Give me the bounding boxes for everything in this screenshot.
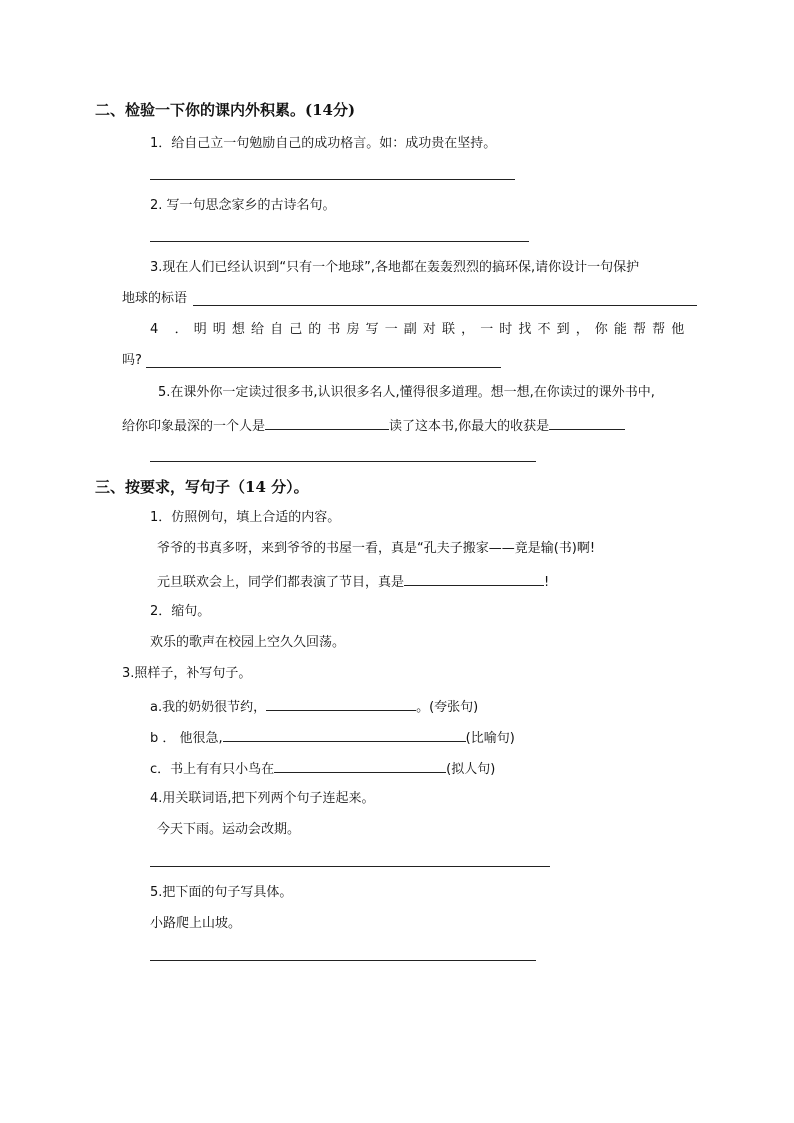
s2-q3-answer-line[interactable] [193,305,697,306]
s2-q1-answer-line[interactable] [150,179,515,180]
s3-question-3: 3.照样子，补写句子。 [122,666,252,681]
s3-q3b-type: (比喻句) [465,731,515,746]
s3-q3c-blank[interactable] [274,758,446,773]
s2-q5-person-blank[interactable] [265,415,389,430]
s2-question-2: 2. 写一句思念家乡的古诗名句。 [150,198,336,213]
s2-q5-gain-blank[interactable] [549,415,625,430]
s2-q5-answer-line[interactable] [150,461,536,462]
section-3-heading: 三、按要求，写句子（14 分）。 [95,478,309,496]
s3-q2-sentence: 欢乐的歌声在校园上空久久回荡。 [150,635,346,650]
s2-q5-prompt-b: 读了这本书,你最大的收获是 [389,419,550,434]
s3-question-1: 1．仿照例句，填上合适的内容。 [150,510,341,525]
s3-q3b [150,727,515,748]
s3-q1-task [157,571,549,592]
s3-q1-task-text: 元旦联欢会上，同学们都表演了节目，真是 [157,575,405,590]
s2-question-3-line1: 3.现在人们已经认识到“只有一个地球”,各地都在轰轰烈烈的搞环保,请你设计一句保护 [150,260,640,275]
s2-q5-prompt-a: 给你印象最深的一个人是 [122,419,266,434]
s3-q4-answer-line[interactable] [150,866,550,867]
s3-q3b-blank[interactable] [223,727,466,742]
s3-question-2: 2．缩句。 [150,604,211,619]
s3-question-4: 4.用关联词语,把下列两个句子连起来。 [150,791,375,806]
s3-q3a-text: a.我的奶奶很节约， [150,700,267,715]
s3-q3c-type: (拟人句) [446,762,496,777]
s2-q2-answer-line[interactable] [150,241,529,242]
s3-q1-blank[interactable] [404,571,544,586]
s3-q1-example: 爷爷的书真多呀，来到爷爷的书屋一看，真是“孔夫子搬家——竟是输(书)啊! [157,541,596,556]
s3-question-5: 5.把下面的句子写具体。 [150,885,293,900]
s2-question-4-line2: 吗? [122,353,142,368]
s3-q3c [150,758,495,779]
s3-q3a-type: 。(夸张句) [416,700,479,715]
s2-question-4-line1: 4 ．明明想给自己的书房写一副对联，一时找不到，你能帮帮他 [150,322,691,337]
s2-question-5-line1: 5.在课外你一定读过很多书,认识很多名人,懂得很多道理。想一想,在你读过的课外书中, [158,385,655,400]
s3-q3b-text: b ． 他很急, [150,731,223,746]
section-2-heading: 二、检验一下你的课内外积累。(14分) [95,101,356,119]
s3-q5-sentence: 小路爬上山坡。 [150,916,242,931]
s3-q4-sentence: 今天下雨。运动会改期。 [157,822,301,837]
s3-q1-task-end: ! [544,575,550,590]
s3-q3c-text: c．书上有有只小鸟在 [150,762,275,777]
s2-question-5-line2 [122,415,625,436]
s3-q3a [150,696,478,717]
s2-q4-answer-line[interactable] [146,367,501,368]
s3-q3a-blank[interactable] [266,696,416,711]
s2-question-3-line2: 地球的标语 [122,291,188,306]
s2-question-1: 1．给自己立一句勉励自己的成功格言。如：成功贵在坚持。 [150,136,497,151]
s3-q5-answer-line[interactable] [150,960,536,961]
